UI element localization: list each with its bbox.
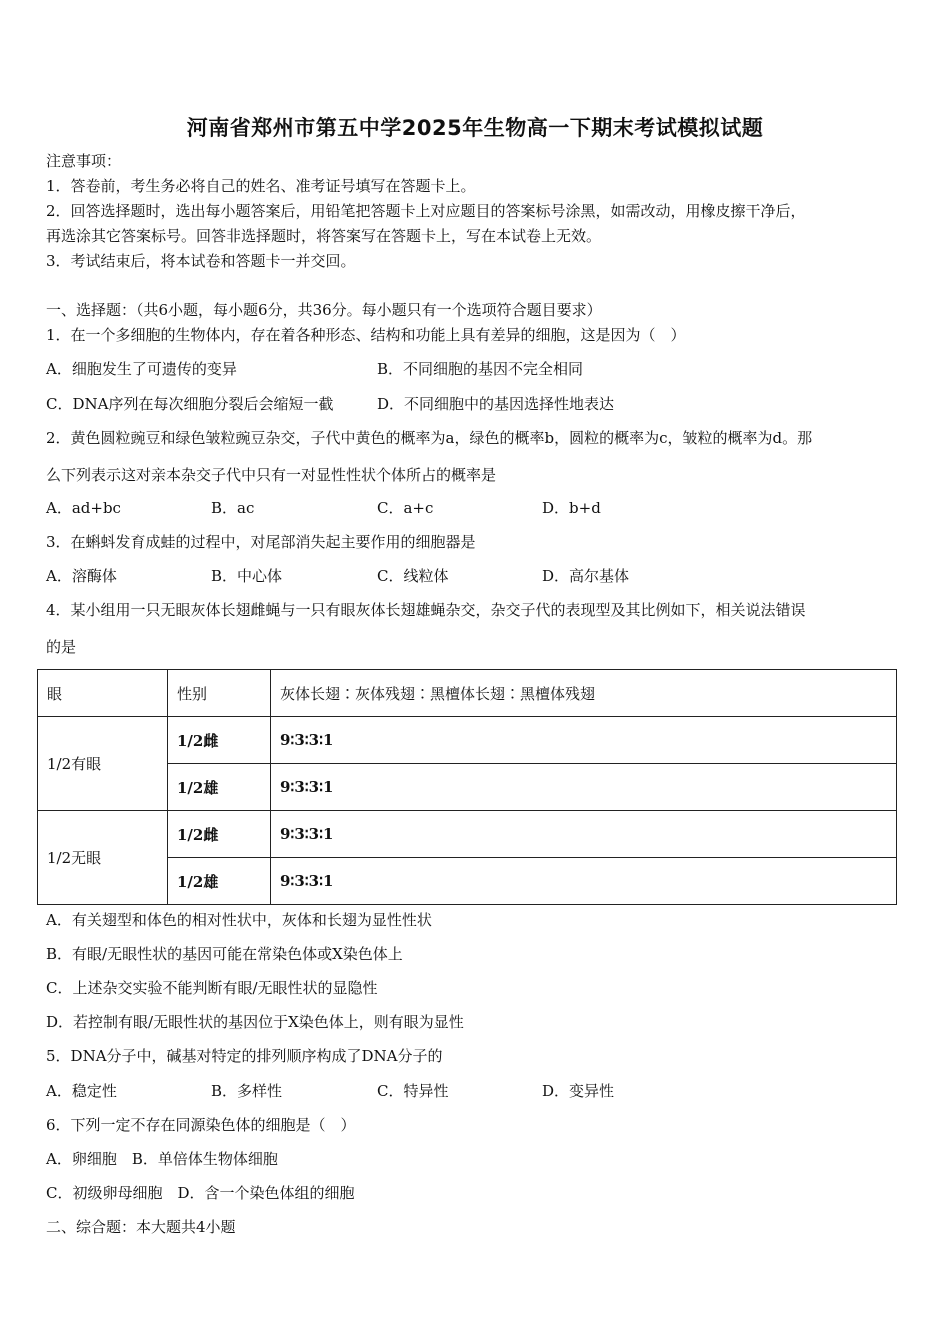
sex-cell: 1/2雌 — [168, 811, 271, 858]
q1-option-c: C．DNA序列在每次细胞分裂后会缩短一截 — [46, 395, 334, 413]
q4-option-c: C．上述杂交实验不能判断有眼/无眼性状的显隐性 — [46, 979, 378, 997]
q2-option-d: D．b+d — [542, 499, 601, 517]
q4-option-a: A．有关翅型和体色的相对性状中，灰体和长翅为显性性状 — [46, 911, 432, 929]
q3-option-a: A．溶酶体 — [46, 567, 117, 585]
notice-item-2: 2．回答选择题时，选出每小题答案后，用铅笔把答题卡上对应题目的答案标号涂黑，如需改动，用橡皮擦干净后， — [46, 202, 806, 220]
q2-option-c: C．a+c — [377, 499, 434, 517]
q4-option-d: D．若控制有眼/无眼性状的基因位于X染色体上，则有眼为显性 — [46, 1013, 464, 1031]
q5-option-c: C．特异性 — [377, 1082, 449, 1100]
eye-cell: 1/2无眼 — [38, 811, 168, 905]
header-sex: 性别 — [168, 670, 271, 717]
eye-cell: 1/2有眼 — [38, 717, 168, 811]
sex-cell: 1/2雌 — [168, 717, 271, 764]
q6-options-cd: C．初级卵母细胞 D．含一个染色体组的细胞 — [46, 1184, 355, 1202]
table-row — [38, 717, 897, 764]
q2-option-b: B．ac — [211, 499, 255, 517]
q1-option-b: B．不同细胞的基因不完全相同 — [377, 360, 584, 378]
q5-option-a: A．稳定性 — [46, 1082, 117, 1100]
q3-option-b: B．中心体 — [211, 567, 283, 585]
q6-stem: 6．下列一定不存在同源染色体的细胞是（ ） — [46, 1116, 356, 1134]
header-ratio: 灰体长翅∶灰体残翅∶黑檀体长翅∶黑檀体残翅 — [271, 670, 897, 717]
q4-stem-line2: 的是 — [46, 638, 77, 656]
sex-cell: 1/2雄 — [168, 764, 271, 811]
header-eye: 眼 — [38, 670, 168, 717]
q4-stem-line1: 4．某小组用一只无眼灰体长翅雌蝇与一只有眼灰体长翅雄蝇杂交，杂交子代的表现型及其比例如下，相关说法错误 — [46, 601, 806, 619]
notice-item-3: 3．考试结束后，将本试卷和答题卡一并交回。 — [46, 252, 356, 270]
ratio-cell: 9∶3∶3∶1 — [271, 764, 897, 811]
q3-option-c: C．线粒体 — [377, 567, 449, 585]
q3-stem: 3．在蝌蚪发育成蛙的过程中，对尾部消失起主要作用的细胞器是 — [46, 533, 476, 551]
notice-item-1: 1．答卷前，考生务必将自己的姓名、准考证号填写在答题卡上。 — [46, 177, 476, 195]
ratio-cell: 9∶3∶3∶1 — [271, 858, 897, 905]
q2-option-a: A．ad+bc — [46, 499, 121, 517]
q4-option-b: B．有眼/无眼性状的基因可能在常染色体或X染色体上 — [46, 945, 403, 963]
table-header-row — [38, 670, 897, 717]
q3-option-d: D．高尔基体 — [542, 567, 630, 585]
q1-option-a: A．细胞发生了可遗传的变异 — [46, 360, 237, 378]
ratio-cell: 9∶3∶3∶1 — [271, 717, 897, 764]
ratio-cell: 9∶3∶3∶1 — [271, 811, 897, 858]
q5-option-b: B．多样性 — [211, 1082, 283, 1100]
phenotype-table — [37, 669, 897, 905]
q1-stem: 1．在一个多细胞的生物体内，存在着各种形态、结构和功能上具有差异的细胞，这是因为（ ） — [46, 326, 686, 344]
q2-stem-line1: 2．黄色圆粒豌豆和绿色皱粒豌豆杂交，子代中黄色的概率为a，绿色的概率b，圆粒的概率为c，皱粒的概率为d。那 — [46, 429, 813, 447]
q6-options-ab: A．卵细胞 B．单倍体生物体细胞 — [46, 1150, 278, 1168]
q5-stem: 5．DNA分子中，碱基对特定的排列顺序构成了DNA分子的 — [46, 1047, 443, 1065]
section-1-heading: 一、选择题：（共6小题，每小题6分，共36分。每小题只有一个选项符合题目要求） — [46, 301, 602, 319]
q5-option-d: D．变异性 — [542, 1082, 615, 1100]
notice-heading: 注意事项： — [46, 152, 122, 170]
notice-item-2-cont: 再选涂其它答案标号。回答非选择题时，将答案写在答题卡上，写在本试卷上无效。 — [46, 227, 602, 245]
section-2-heading: 二、综合题：本大题共4小题 — [46, 1218, 236, 1236]
sex-cell: 1/2雄 — [168, 858, 271, 905]
page-title: 河南省郑州市第五中学2025年生物高一下期末考试模拟试题 — [186, 116, 764, 140]
q1-option-d: D．不同细胞中的基因选择性地表达 — [377, 395, 615, 413]
q2-stem-line2: 么下列表示这对亲本杂交子代中只有一对显性性状个体所占的概率是 — [46, 466, 497, 484]
table-row — [38, 811, 897, 858]
